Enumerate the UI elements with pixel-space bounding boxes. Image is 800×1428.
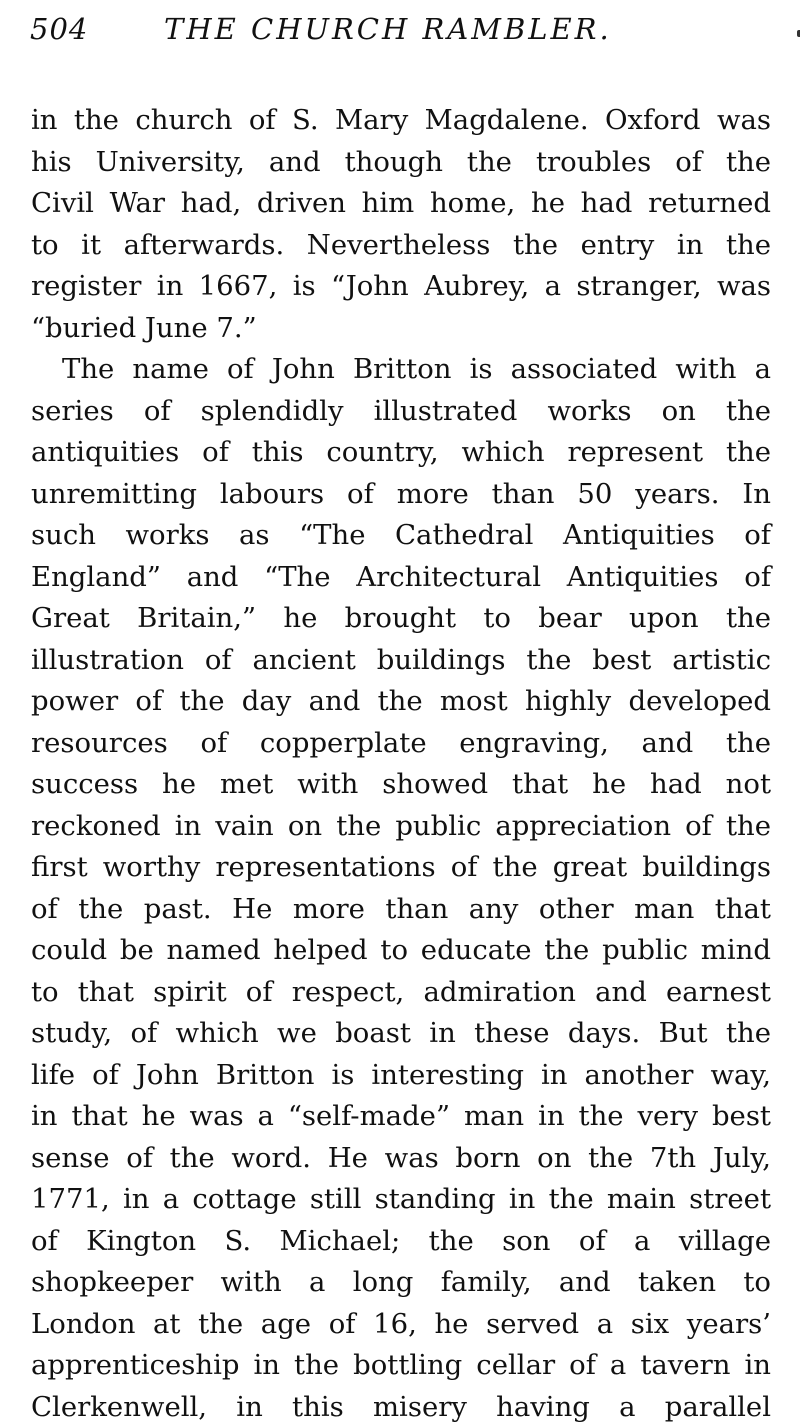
text-line: life of John Britton is interesting in another way, — [31, 1055, 771, 1097]
text-line: to it afterwards. Nevertheless the entry in the — [31, 225, 771, 267]
text-line: study, of which we boast in these days. But the — [31, 1013, 771, 1055]
text-line: 1771, in a cottage still standing in the main street — [31, 1179, 771, 1221]
text-line: unremitting labours of more than 50 years. In — [31, 474, 771, 516]
running-title: THE CHURCH RAMBLER. — [164, 12, 612, 46]
text-line: illustration of ancient buildings the best artistic — [31, 640, 771, 682]
page-header — [30, 12, 800, 56]
text-line: Civil War had, driven him home, he had returned — [31, 183, 771, 225]
text-line: of Kington S. Michael; the son of a village — [31, 1221, 771, 1263]
text-line: apprenticeship in the bottling cellar of a tavern in — [31, 1345, 771, 1387]
text-line: reckoned in vain on the public appreciation of the — [31, 806, 771, 848]
page-number: 504 — [30, 12, 88, 46]
text-line: Great Britain,” he brought to bear upon the — [31, 598, 771, 640]
text-line: “buried June 7.” — [31, 308, 771, 350]
text-line: register in 1667, is “John Aubrey, a stranger, was — [31, 266, 771, 308]
text-line: power of the day and the most highly developed — [31, 681, 771, 723]
text-line: success he met with showed that he had not — [31, 764, 771, 806]
text-line: resources of copperplate engraving, and the — [31, 723, 771, 765]
text-line: could be named helped to educate the public mind — [31, 930, 771, 972]
text-line: his University, and though the troubles of the — [31, 142, 771, 184]
text-line: sense of the word. He was born on the 7th July, — [31, 1138, 771, 1180]
text-line: series of splendidly illustrated works on the — [31, 391, 771, 433]
text-line: in that he was a “self-made” man in the very best — [31, 1096, 771, 1138]
text-line: England” and “The Architectural Antiquities of — [31, 557, 771, 599]
body-text — [31, 100, 771, 1428]
text-line: in the church of S. Mary Magdalene. Oxford was — [31, 100, 771, 142]
text-line: Clerkenwell, in this misery having a parallel — [31, 1387, 771, 1428]
text-line: antiquities of this country, which represent the — [31, 432, 771, 474]
text-line: of the past. He more than any other man that — [31, 889, 771, 931]
paragraph-start-line: The name of John Britton is associated with a — [31, 349, 771, 391]
text-line: first worthy representations of the great buildings — [31, 847, 771, 889]
text-line: London at the age of 16, he served a six years’ — [31, 1304, 771, 1346]
text-line: to that spirit of respect, admiration and earnest — [31, 972, 771, 1014]
text-line: such works as “The Cathedral Antiquities of — [31, 515, 771, 557]
text-line: shopkeeper with a long family, and taken to — [31, 1262, 771, 1304]
